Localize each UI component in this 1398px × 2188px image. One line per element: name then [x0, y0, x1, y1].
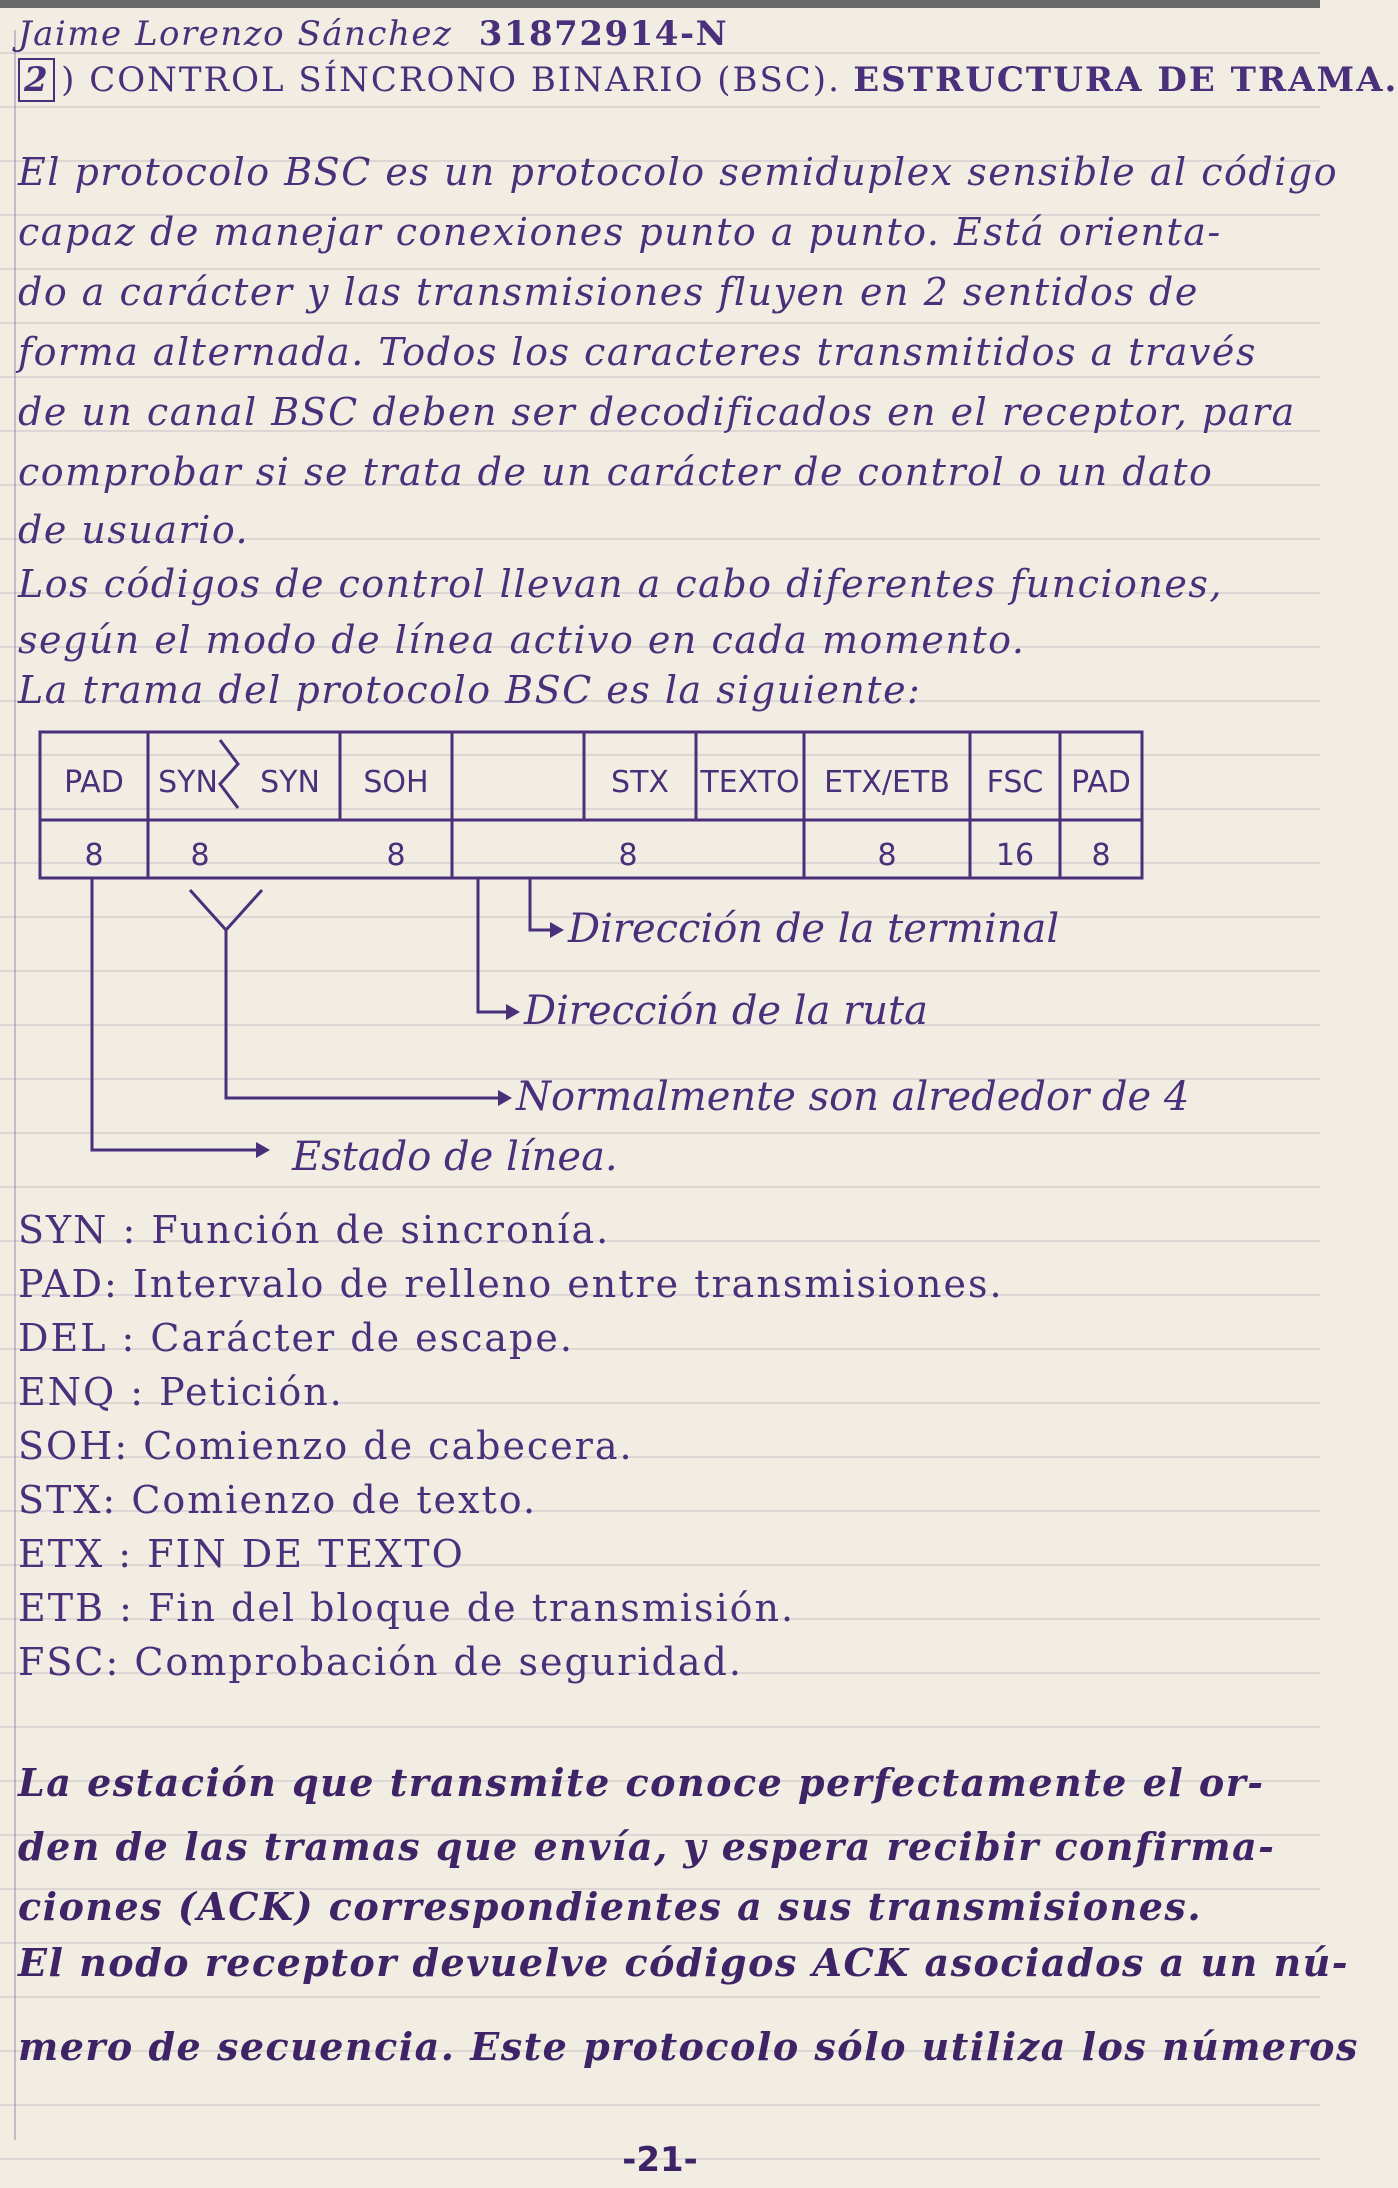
closing-line-2: den de las tramas que envía, y espera recibir confirma- — [18, 1824, 1276, 1869]
syn-bracket — [190, 890, 262, 930]
intro-line-9: según el modo de línea activo en cada momento. — [18, 618, 1026, 662]
closing-line-1: La estación que transmite conoce perfectamente el or- — [18, 1760, 1265, 1805]
section-title-main: ) CONTROL SÍNCRONO BINARIO (BSC). — [61, 60, 841, 100]
size-stx: 8 — [618, 838, 638, 873]
leader-ruta — [478, 878, 506, 1012]
field-pad-2: PAD — [1071, 765, 1131, 800]
field-stx: STX — [611, 765, 669, 800]
def-enq: ENQ : Petición. — [18, 1370, 344, 1414]
size-pad-1: 8 — [84, 838, 104, 873]
intro-line-5: de un canal BSC deben ser decodificados en el receptor, para — [18, 390, 1296, 434]
closing-line-5: mero de secuencia. Este protocolo sólo utiliza los números — [18, 2024, 1359, 2069]
arrow-estado — [256, 1142, 270, 1158]
section-title-sub: ESTRUCTURA DE TRAMA. — [853, 60, 1398, 100]
intro-line-8: Los códigos de control llevan a cabo diferentes funciones, — [18, 562, 1223, 606]
size-soh: 8 — [386, 838, 406, 873]
intro-line-7: de usuario. — [18, 508, 250, 552]
annotation-terminal: Dirección de la terminal — [568, 906, 1060, 952]
intro-line-10: La trama del protocolo BSC es la siguiente: — [18, 668, 922, 712]
def-pad: PAD: Intervalo de relleno entre transmisiones. — [18, 1262, 1004, 1306]
annotation-normal: Normalmente son alrededor de 4 — [516, 1074, 1190, 1120]
page-top-edge — [0, 0, 1320, 8]
def-stx: STX: Comienzo de texto. — [18, 1478, 538, 1522]
syn-zigzag — [220, 740, 238, 808]
field-pad-1: PAD — [64, 765, 124, 800]
arrow-normal — [498, 1090, 512, 1106]
bsc-frame-diagram — [0, 720, 1320, 1190]
field-texto: TEXTO — [700, 765, 800, 800]
def-fsc: FSC: Comprobación de seguridad. — [18, 1640, 743, 1684]
def-del: DEL : Carácter de escape. — [18, 1316, 574, 1360]
def-etb: ETB : Fin del bloque de transmisión. — [18, 1586, 796, 1630]
closing-line-4: El nodo receptor devuelve códigos ACK asociados a un nú- — [18, 1940, 1350, 1985]
field-soh: SOH — [363, 765, 429, 800]
size-fsc: 16 — [995, 838, 1035, 873]
annotation-estado: Estado de línea. — [292, 1134, 618, 1180]
field-syn-2: SYN — [260, 765, 320, 800]
leader-terminal — [530, 878, 550, 930]
section-number: 2 — [18, 58, 55, 102]
def-etx: ETX : FIN DE TEXTO — [18, 1532, 465, 1576]
intro-line-4: forma alternada. Todos los caracteres transmitidos a través — [18, 330, 1257, 374]
field-fsc: FSC — [986, 765, 1044, 800]
annotation-ruta: Dirección de la ruta — [524, 988, 928, 1034]
intro-line-6: comprobar si se trata de un carácter de control o un dato — [18, 450, 1214, 494]
closing-line-3: ciones (ACK) correspondientes a sus transmisiones. — [18, 1884, 1203, 1929]
arrow-terminal — [550, 922, 564, 938]
author-name: Jaime Lorenzo Sánchez — [18, 14, 453, 54]
intro-line-3: do a carácter y las transmisiones fluyen en 2 sentidos de — [18, 270, 1199, 314]
size-syn: 8 — [190, 838, 210, 873]
field-etx-etb: ETX/ETB — [824, 765, 950, 800]
author-header — [18, 14, 728, 54]
leader-normal — [226, 930, 498, 1098]
intro-line-1: El protocolo BSC es un protocolo semiduplex sensible al código — [18, 150, 1339, 194]
def-syn: SYN : Función de sincronía. — [18, 1208, 611, 1252]
section-title — [18, 58, 1398, 102]
intro-line-2: capaz de manejar conexiones punto a punto. Está orienta- — [18, 210, 1222, 254]
leader-estado — [92, 878, 256, 1150]
page-number: -21- — [622, 2140, 698, 2180]
arrow-ruta — [506, 1004, 520, 1020]
size-pad-2: 8 — [1091, 838, 1111, 873]
size-etx-etb: 8 — [877, 838, 897, 873]
field-syn-1: SYN — [158, 765, 218, 800]
def-soh: SOH: Comienzo de cabecera. — [18, 1424, 634, 1468]
author-id: 31872914-N — [478, 14, 729, 54]
